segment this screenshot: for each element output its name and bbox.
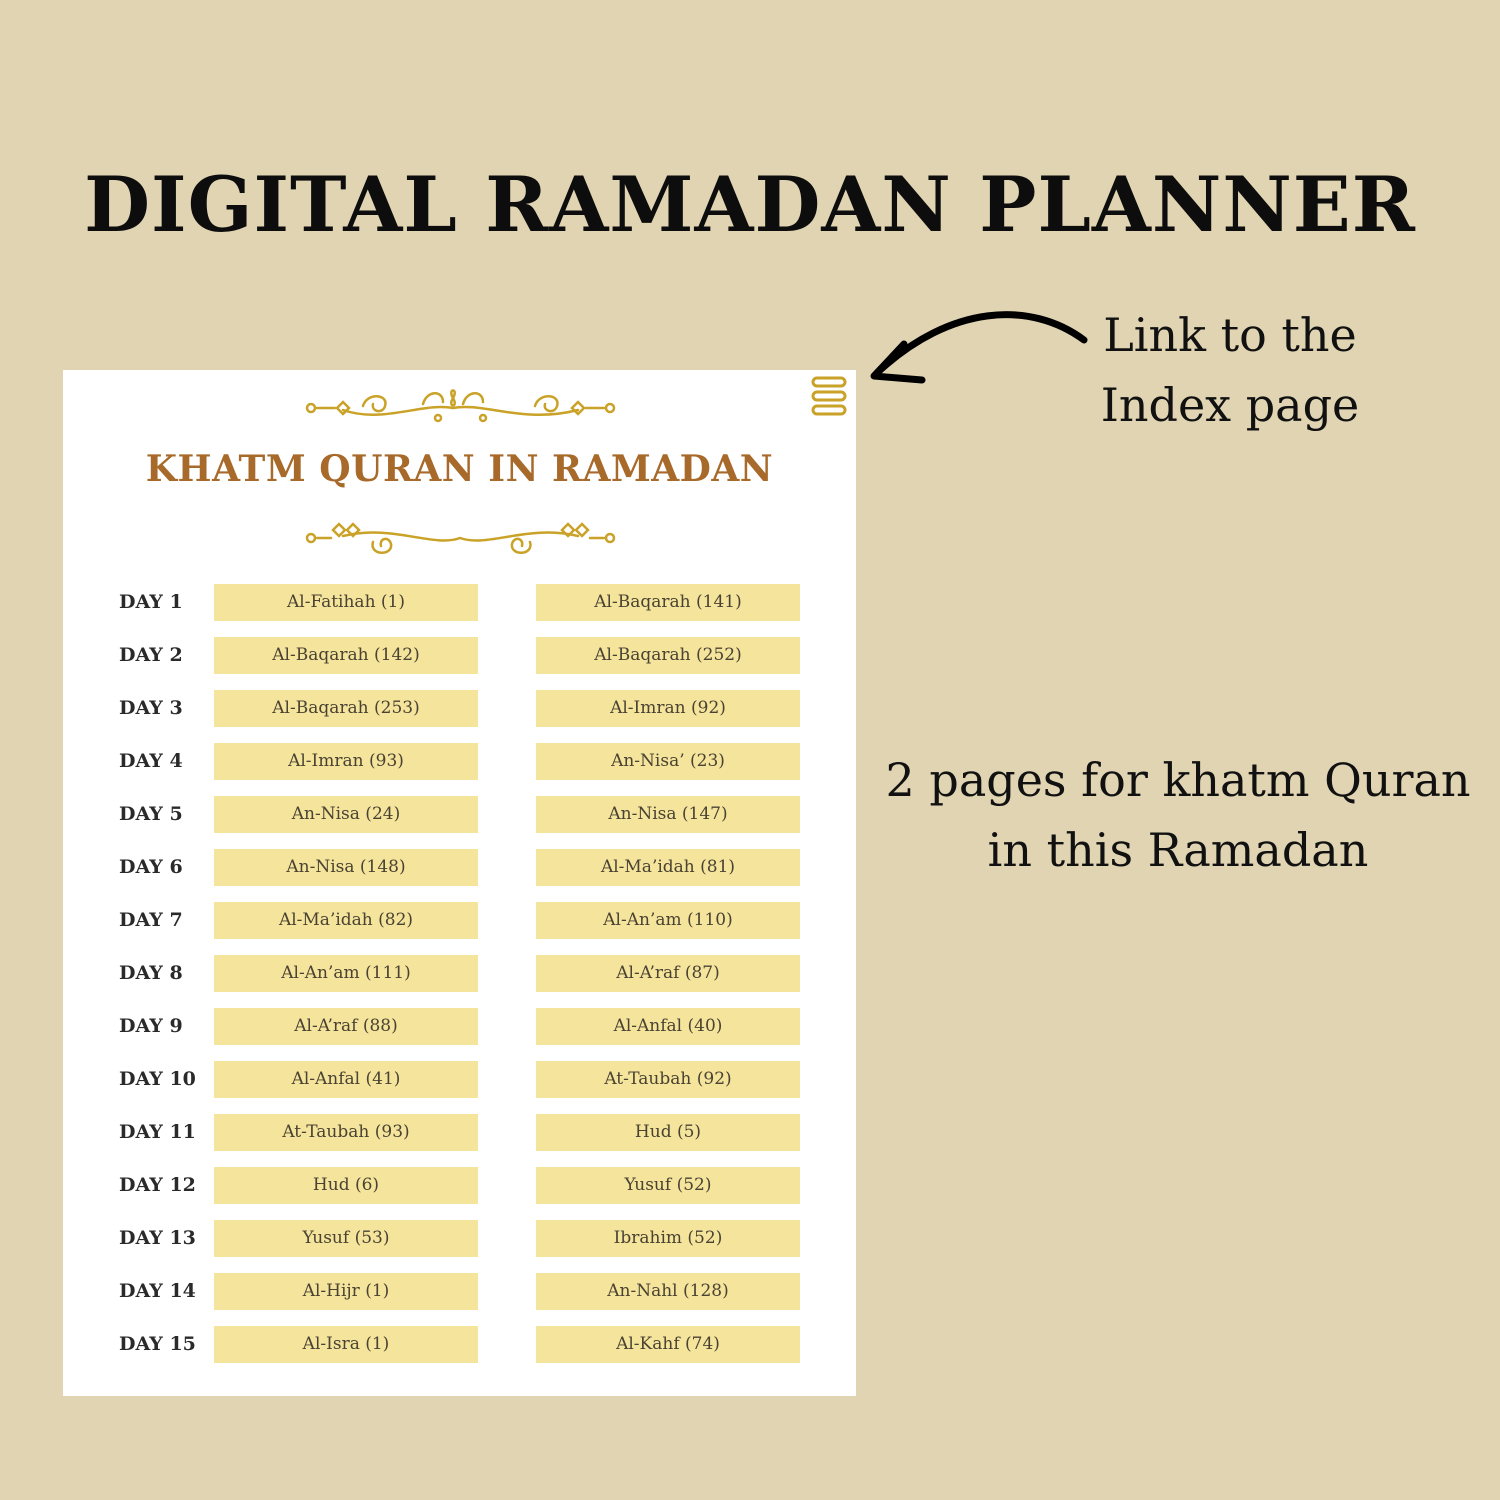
- reading-cell-first[interactable]: An-Nisa (24): [214, 796, 478, 833]
- reading-cell-second[interactable]: Al-Kahf (74): [536, 1326, 800, 1363]
- schedule-row: [63, 584, 856, 637]
- schedule-row: [63, 1167, 856, 1220]
- reading-cell-second[interactable]: Hud (5): [536, 1114, 800, 1151]
- reading-cell-first[interactable]: Al-Baqarah (253): [214, 690, 478, 727]
- reading-cell-second[interactable]: Yusuf (52): [536, 1167, 800, 1204]
- day-label: DAY 8: [119, 962, 183, 984]
- reading-cell-second[interactable]: At-Taubah (92): [536, 1061, 800, 1098]
- reading-cell-first[interactable]: An-Nisa (148): [214, 849, 478, 886]
- reading-cell-second[interactable]: Al-Ma’idah (81): [536, 849, 800, 886]
- reading-cell-second[interactable]: Al-Imran (92): [536, 690, 800, 727]
- day-label: DAY 12: [119, 1174, 196, 1196]
- schedule-row: [63, 1326, 856, 1379]
- day-label: DAY 7: [119, 909, 183, 931]
- schedule-row: [63, 1008, 856, 1061]
- reading-cell-first[interactable]: Al-Imran (93): [214, 743, 478, 780]
- reading-cell-first[interactable]: Al-Hijr (1): [214, 1273, 478, 1310]
- schedule-row: [63, 902, 856, 955]
- day-label: DAY 10: [119, 1068, 196, 1090]
- reading-cell-second[interactable]: Al-Baqarah (252): [536, 637, 800, 674]
- schedule-row: [63, 743, 856, 796]
- index-menu-button[interactable]: [811, 376, 847, 416]
- page-title: KHATM QURAN IN RAMADAN: [145, 448, 774, 490]
- khatm-planner-page: [63, 370, 856, 1396]
- reading-cell-first[interactable]: At-Taubah (93): [214, 1114, 478, 1151]
- index-link-note: Link to the Index page: [1100, 308, 1360, 432]
- reading-cell-first[interactable]: Al-A’raf (88): [214, 1008, 478, 1045]
- reading-cell-first[interactable]: Hud (6): [214, 1167, 478, 1204]
- schedule-row: [63, 1061, 856, 1114]
- day-label: DAY 5: [119, 803, 183, 825]
- day-label: DAY 3: [119, 697, 183, 719]
- schedule-row: [63, 955, 856, 1008]
- day-label: DAY 1: [119, 591, 183, 613]
- reading-cell-second[interactable]: Al-An’am (110): [536, 902, 800, 939]
- day-label: DAY 14: [119, 1280, 196, 1302]
- ornament-bottom-icon: [303, 520, 618, 560]
- schedule-row: [63, 637, 856, 690]
- reading-cell-first[interactable]: Al-Ma’idah (82): [214, 902, 478, 939]
- reading-cell-second[interactable]: An-Nisa’ (23): [536, 743, 800, 780]
- day-label: DAY 4: [119, 750, 183, 772]
- reading-cell-first[interactable]: Al-Isra (1): [214, 1326, 478, 1363]
- reading-cell-second[interactable]: An-Nisa (147): [536, 796, 800, 833]
- schedule-row: [63, 1220, 856, 1273]
- arrow-icon: [860, 300, 1100, 400]
- day-label: DAY 13: [119, 1227, 196, 1249]
- pages-note: 2 pages for khatm Quran in this Ramadan: [885, 753, 1471, 877]
- reading-cell-first[interactable]: Al-Fatihah (1): [214, 584, 478, 621]
- schedule-row: [63, 796, 856, 849]
- main-title: DIGITAL RAMADAN PLANNER: [84, 160, 1416, 249]
- schedule-row: [63, 1114, 856, 1167]
- reading-cell-second[interactable]: Al-Anfal (40): [536, 1008, 800, 1045]
- reading-cell-first[interactable]: Al-An’am (111): [214, 955, 478, 992]
- day-label: DAY 6: [119, 856, 183, 878]
- reading-schedule: [63, 584, 856, 1379]
- schedule-row: [63, 690, 856, 743]
- day-label: DAY 9: [119, 1015, 183, 1037]
- schedule-row: [63, 1273, 856, 1326]
- reading-cell-first[interactable]: Al-Baqarah (142): [214, 637, 478, 674]
- day-label: DAY 2: [119, 644, 183, 666]
- reading-cell-second[interactable]: Al-Baqarah (141): [536, 584, 800, 621]
- index-menu-icon: [811, 376, 847, 416]
- day-label: DAY 15: [119, 1333, 196, 1355]
- reading-cell-second[interactable]: An-Nahl (128): [536, 1273, 800, 1310]
- reading-cell-second[interactable]: Ibrahim (52): [536, 1220, 800, 1257]
- reading-cell-first[interactable]: Yusuf (53): [214, 1220, 478, 1257]
- schedule-row: [63, 849, 856, 902]
- ornament-top-icon: [303, 388, 618, 428]
- day-label: DAY 11: [119, 1121, 196, 1143]
- reading-cell-first[interactable]: Al-Anfal (41): [214, 1061, 478, 1098]
- reading-cell-second[interactable]: Al-A’raf (87): [536, 955, 800, 992]
